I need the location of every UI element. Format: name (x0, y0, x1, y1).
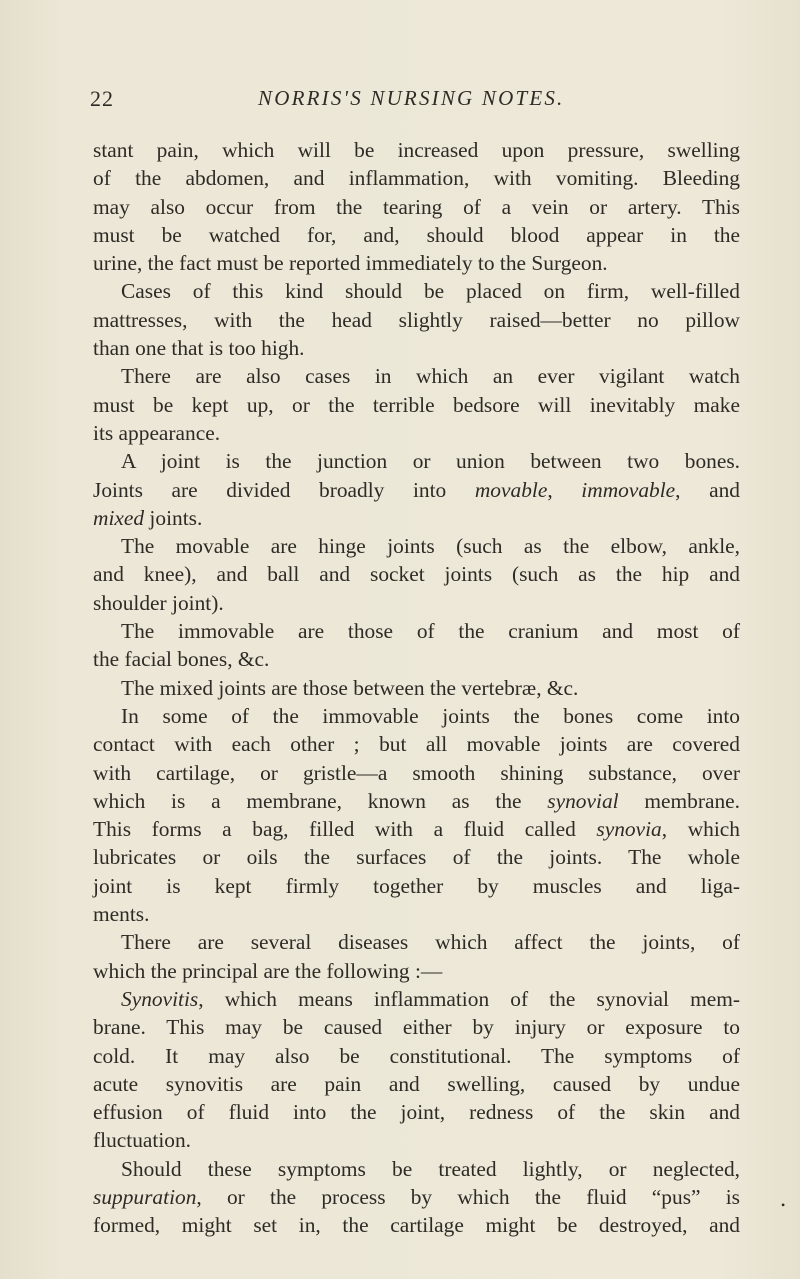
text-line (93, 815, 740, 843)
text-segment: The movable are hinge joints (such as the elbow, ankle, (121, 534, 740, 559)
italic-term: synovia (596, 817, 662, 842)
text-segment: fluctuation. (93, 1128, 192, 1153)
text-line (93, 843, 740, 871)
text-segment: , and (675, 477, 740, 502)
italic-term: mixed (93, 505, 145, 530)
text-segment: , or the process by which the fluid “pus” is (196, 1184, 740, 1209)
text-line (93, 1042, 740, 1070)
text-line (93, 674, 740, 702)
text-segment: Should these symptoms be treated lightly, or neglected, (121, 1156, 740, 1181)
text-line (93, 1126, 740, 1154)
text-line (93, 730, 740, 758)
running-title: NORRIS'S NURSING NOTES. (258, 86, 565, 110)
text-segment: , which means inflammation of the synovial mem- (198, 986, 740, 1011)
text-line (93, 985, 740, 1013)
text-line (93, 447, 740, 475)
text-line (93, 617, 740, 645)
margin-mark: • (781, 1198, 786, 1212)
text-segment: acute synovitis are pain and swelling, caused by undue (93, 1071, 740, 1096)
text-line (93, 787, 740, 815)
italic-term: Synovitis (121, 986, 199, 1011)
text-line (93, 164, 740, 192)
text-segment: Joints are divided broadly into (93, 477, 475, 502)
text-line (93, 249, 740, 277)
text-segment: joints. (144, 505, 203, 530)
text-line (93, 1070, 740, 1098)
text-line (93, 759, 740, 787)
italic-term: suppuration (93, 1184, 197, 1209)
text-segment: ments. (93, 902, 150, 927)
text-segment: The immovable are those of the cranium and most of (121, 619, 740, 644)
text-segment: brane. This may be caused either by injury or exposure to (93, 1015, 740, 1040)
text-segment: cold. It may also be constitutional. The symptoms of (93, 1043, 740, 1068)
text-segment: its appearance. (93, 420, 221, 445)
text-line (93, 957, 740, 985)
page-header (0, 86, 800, 116)
text-segment: may also occur from the tearing of a vein or artery. This (93, 194, 740, 219)
text-line (93, 645, 740, 673)
text-segment: The mixed joints are those between the vertebræ, &c. (121, 675, 579, 700)
body-text (93, 136, 740, 1240)
text-segment: of the abdomen, and inflammation, with vomiting. Bleeding (93, 166, 740, 191)
text-segment: effusion of fluid into the joint, redness of the skin and (93, 1100, 740, 1125)
text-line (93, 900, 740, 928)
text-segment: and knee), and ball and socket joints (such as the hip and (93, 562, 740, 587)
text-line (93, 532, 740, 560)
text-line (93, 334, 740, 362)
text-segment: A joint is the junction or union between two bones. (121, 449, 740, 474)
italic-term: movable (474, 477, 548, 502)
text-segment: , (547, 477, 582, 502)
text-segment: mattresses, with the head slightly raised—better no pillow (93, 307, 740, 332)
text-segment: There are several diseases which affect the joints, of (121, 930, 740, 955)
text-line (93, 872, 740, 900)
text-segment: with cartilage, or gristle—a smooth shining substance, over (93, 760, 740, 785)
text-segment: formed, might set in, the cartilage might be destroyed, and (93, 1213, 740, 1238)
text-line (93, 306, 740, 334)
text-segment: , which (661, 817, 740, 842)
text-line (93, 419, 740, 447)
text-segment: There are also cases in which an ever vigilant watch (121, 364, 740, 389)
italic-term: immovable (581, 477, 676, 502)
italic-term: synovial (547, 788, 619, 813)
text-segment: must be watched for, and, should blood appear in the (93, 222, 740, 247)
text-segment: which the principal are the following :— (93, 958, 443, 983)
text-segment: Cases of this kind should be placed on firm, well-filled (121, 279, 740, 304)
text-segment: joint is kept firmly together by muscles and liga- (93, 873, 740, 898)
text-line (93, 1013, 740, 1041)
text-segment: lubricates or oils the surfaces of the joints. The whole (93, 845, 740, 870)
text-line (93, 589, 740, 617)
text-line (93, 928, 740, 956)
text-line (93, 136, 740, 164)
text-line (93, 1211, 740, 1239)
text-segment: This forms a bag, filled with a fluid called (93, 817, 597, 842)
text-line (93, 362, 740, 390)
text-segment: contact with each other ; but all movable joints are covered (93, 732, 740, 757)
text-line (93, 476, 740, 504)
text-segment: the facial bones, &c. (93, 647, 270, 672)
text-line (93, 504, 740, 532)
text-segment: membrane. (618, 788, 740, 813)
text-segment: stant pain, which will be increased upon pressure, swelling (93, 138, 740, 162)
text-line (93, 391, 740, 419)
text-segment: In some of the immovable joints the bones come into (121, 703, 740, 728)
text-line (93, 560, 740, 588)
text-line (93, 221, 740, 249)
text-line (93, 1155, 740, 1183)
text-line (93, 1183, 740, 1211)
text-line (93, 193, 740, 221)
text-segment: which is a membrane, known as the (93, 788, 548, 813)
text-line (93, 702, 740, 730)
text-line (93, 1098, 740, 1126)
text-segment: must be kept up, or the terrible bedsore will inevitably make (93, 392, 740, 417)
text-segment: urine, the fact must be reported immediately to the Surgeon. (93, 251, 608, 276)
text-segment: shoulder joint). (93, 590, 224, 615)
text-line (93, 277, 740, 305)
text-segment: than one that is too high. (93, 336, 305, 361)
page-number: 22 (90, 86, 114, 111)
